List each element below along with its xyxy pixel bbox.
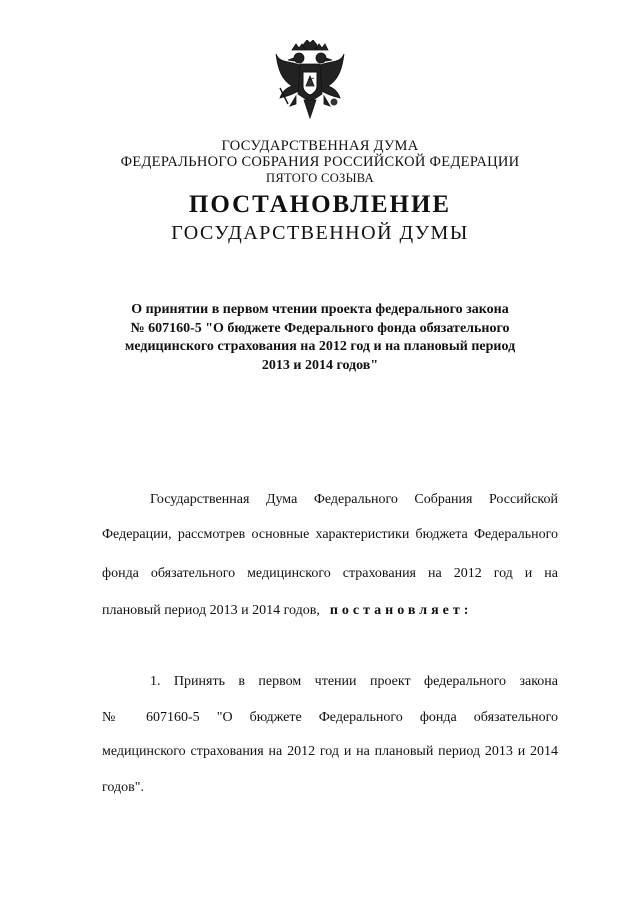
org-name-line: ГОСУДАРСТВЕННАЯ ДУМА bbox=[221, 138, 419, 154]
paragraph-line: Федерации, рассмотрев основные характеристики бюджета Федерального bbox=[102, 527, 558, 542]
paragraph-line: годов". bbox=[102, 780, 144, 795]
subject-line: № 607160-5 "О бюджете Федерального фонда обязательного bbox=[130, 320, 510, 336]
resolution-keyword: постановляет: bbox=[329, 603, 473, 618]
document-title: ПОСТАНОВЛЕНИЕ bbox=[188, 191, 452, 218]
org-name-line: ФЕДЕРАЛЬНОГО СОБРАНИЯ РОССИЙСКОЙ ФЕДЕРАЦИИ bbox=[120, 154, 520, 170]
paragraph-line: медицинского страхования на 2012 год и на плановый период 2013 и 2014 bbox=[102, 744, 558, 759]
paragraph-line: № 607160-5 "О бюджете Федерального фонда обязательного bbox=[102, 710, 558, 725]
document-subtitle: ГОСУДАРСТВЕННОЙ ДУМЫ bbox=[171, 222, 469, 244]
paragraph-line: Государственная Дума Федерального Собрания Российской bbox=[150, 492, 558, 507]
paragraph-line bbox=[102, 602, 558, 620]
subject-line: 2013 и 2014 годов" bbox=[261, 357, 379, 373]
document-subject bbox=[100, 301, 540, 375]
russian-coat-of-arms-icon bbox=[272, 40, 348, 124]
subject-line: медицинского страхования на 2012 год и на плановый период bbox=[124, 339, 516, 354]
paragraph-line: фонда обязательного медицинского страхования на 2012 год и на bbox=[102, 566, 558, 581]
paragraph-text: плановый период 2013 и 2014 годов, bbox=[102, 603, 320, 618]
paragraph-line: 1. Принять в первом чтении проект федерального закона bbox=[150, 674, 558, 689]
subject-line: О принятии в первом чтении проекта федерального закона bbox=[131, 302, 509, 317]
convocation-line: ПЯТОГО СОЗЫВА bbox=[266, 171, 374, 185]
